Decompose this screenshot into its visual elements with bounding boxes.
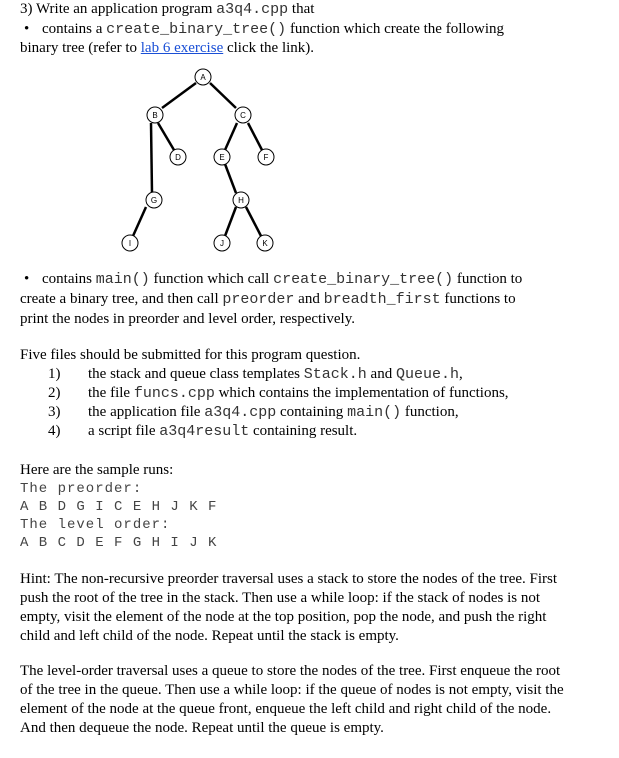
bullet-main-function [24, 270, 522, 289]
file2-funcs-cpp: funcs.cpp [133, 385, 215, 402]
list-number: 1) [48, 366, 61, 382]
bullet2-code-create: create_binary_tree() [273, 271, 454, 288]
file3-a3q4-cpp: a3q4.cpp [204, 404, 277, 421]
tree-label-a: A [200, 73, 206, 82]
list-number: 3) [48, 404, 61, 420]
edge-c-e [225, 123, 237, 150]
tree-label-i: I [128, 239, 132, 248]
file4-text-a: a script file [88, 423, 160, 439]
bullet1-prefix: contains a [42, 21, 107, 37]
file-item-2 [48, 384, 509, 403]
tree-label-j: J [220, 239, 224, 248]
file1-text-b: and [366, 366, 396, 382]
bullet2-line2 [20, 290, 516, 309]
file-item-4 [48, 422, 357, 441]
file-item-1 [48, 365, 463, 384]
file-item-3 [48, 403, 459, 422]
bullet-icon: • [24, 21, 30, 37]
edge-e-h [225, 164, 236, 193]
bullet1-line2-suffix: click the link). [223, 40, 315, 56]
file3-main: main() [347, 404, 402, 421]
bullet1-code: create_binary_tree() [106, 21, 287, 38]
file1-queue-h: Queue.h [395, 366, 459, 383]
binary-tree-diagram [0, 0, 619, 270]
files-intro: Five files should be submitted for this program question. [20, 347, 361, 363]
title-code: a3q4.cpp [216, 1, 289, 18]
file4-text-b: containing result. [249, 423, 358, 439]
file1-stack-h: Stack.h [303, 366, 367, 383]
sample-line-1: The preorder: [20, 481, 143, 497]
bullet2-line3: print the nodes in preorder and level order, respectively. [20, 311, 355, 327]
list-number: 4) [48, 423, 61, 439]
sample-line-4: A B C D E F G H I J K [20, 535, 218, 551]
bullet2-code-breadth: breadth_first [323, 291, 441, 308]
bullet2-l1-a: contains [42, 271, 96, 287]
edge-c-f [248, 123, 262, 150]
bullet1-line2-prefix: binary tree (refer to [20, 40, 141, 56]
sample-line-2: A B D G I C E H J K F [20, 499, 218, 515]
bullet2-l1-c: function to [453, 271, 523, 287]
lab6-exercise-link[interactable]: lab 6 exercise [140, 40, 224, 56]
edge-b-d [158, 123, 174, 150]
sample-line-3: The level order: [20, 517, 171, 533]
tree-label-b: B [152, 111, 158, 120]
tree-label-f: F [263, 153, 269, 162]
edge-a-c [210, 83, 236, 108]
list-number: 2) [48, 385, 61, 401]
tree-label-h: H [238, 196, 244, 205]
bullet-icon: • [24, 271, 30, 287]
bullet2-l2-a: create a binary tree, and then call [20, 291, 223, 307]
sample-intro: Here are the sample runs: [20, 462, 174, 478]
tree-label-k: K [262, 239, 268, 248]
bullet1-suffix: function which create the following [286, 21, 505, 37]
tree-label-c: C [240, 111, 246, 120]
bullet2-l2-b: and [294, 291, 324, 307]
file3-text-c: function, [401, 404, 459, 420]
edge-h-k [246, 207, 261, 236]
edge-b-g [151, 123, 152, 193]
file1-text-c: , [458, 366, 463, 382]
edge-a-b [162, 83, 196, 108]
file2-text-b: which contains the implementation of functions, [214, 385, 509, 401]
bullet2-l1-b: function which call [149, 271, 274, 287]
file2-text-a: the file [88, 385, 134, 401]
title-suffix: that [288, 1, 315, 17]
hint-level-order: The level-order traversal uses a queue to store the nodes of the tree. First enqueue the root of the tree in the queue. Then use a while loop: if the queue of nodes is not empty, visit the element of the node at the queue front, enqueue the left child and right child of the node. And then dequeue the node. Repeat until the queue is empty. [20, 663, 564, 736]
bullet2-code-preorder: preorder [222, 291, 295, 308]
tree-label-d: D [175, 153, 181, 162]
file1-text-a: the stack and queue class templates [88, 366, 304, 382]
file3-text-a: the application file [88, 404, 205, 420]
bullet2-l2-c: functions to [440, 291, 516, 307]
file4-result: a3q4result [159, 423, 250, 440]
tree-label-g: G [150, 196, 158, 205]
edge-h-j [225, 207, 236, 236]
edge-g-i [133, 207, 146, 236]
tree-label-e: E [219, 153, 225, 162]
hint-preorder: Hint: The non-recursive preorder traversal uses a stack to store the nodes of the tree. First push the root of the tree in the stack. Then use a while loop: if the stack of nodes is not empty, visit the element of the node at the top position, pop the node, and push the right child and left child of the node. Repeat until the stack is empty. [20, 571, 558, 644]
bullet2-code-main: main() [95, 271, 150, 288]
file3-text-b: containing [276, 404, 348, 420]
title-text: 3) Write an application program [20, 1, 217, 17]
